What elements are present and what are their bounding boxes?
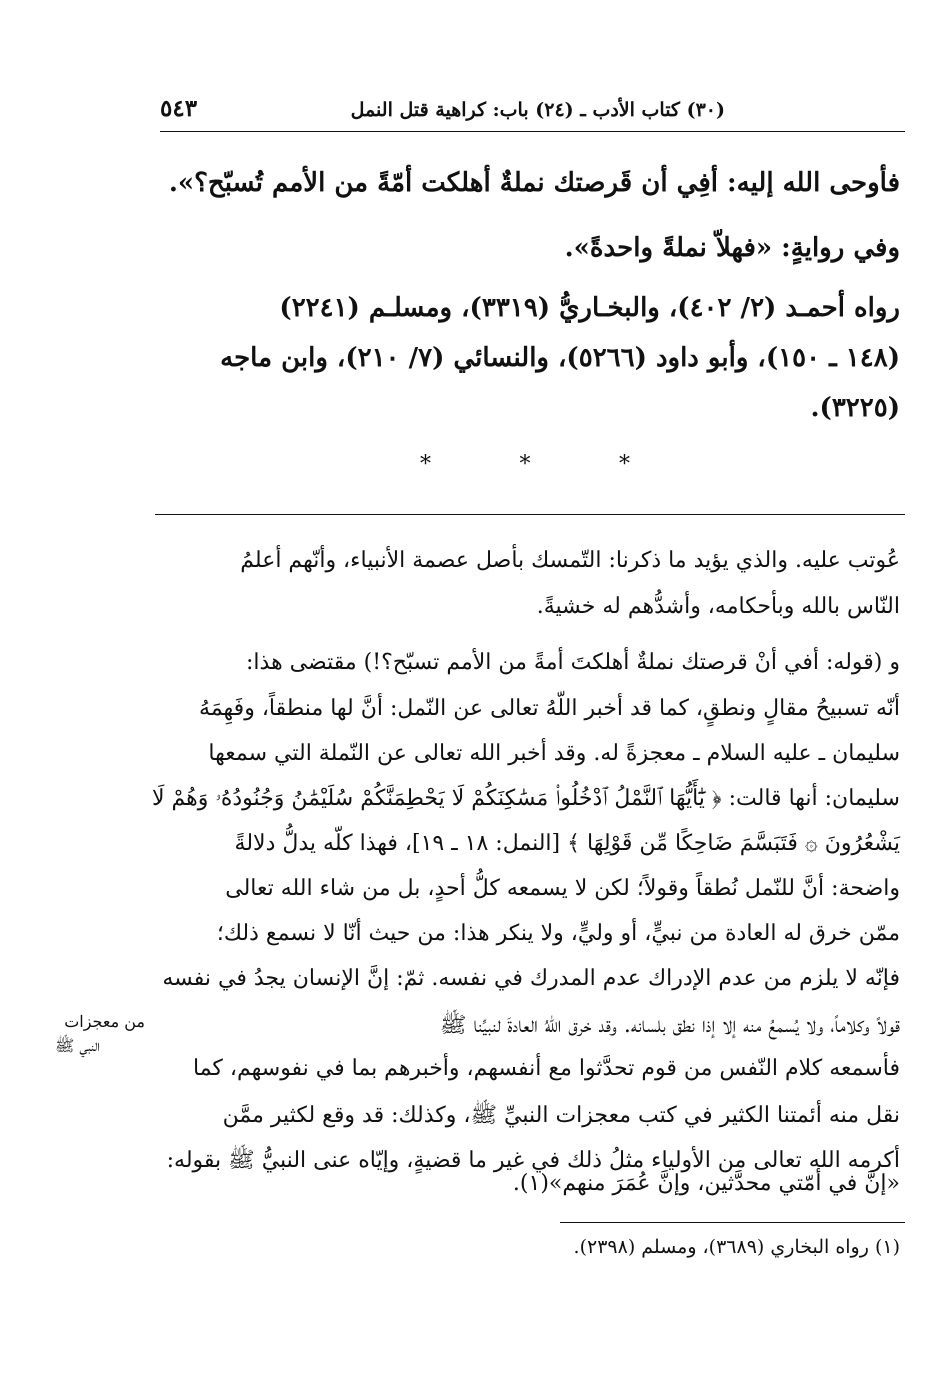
header-title: (٣٠) كتاب الأدب ـ (٢٤) باب: كراهية قتل النمل — [350, 99, 725, 121]
commentary-line: و (قوله: أفي أنْ قرصتك نملةٌ أهلكتَ أمةً من الأمم تسبّح؟!) مقتضى هذا: — [246, 650, 900, 675]
header-rule — [160, 131, 905, 132]
hadith-line: وفي روايةٍ: «فهلاّ نملةً واحدةً». — [564, 233, 900, 263]
commentary-line: فأسمعه كلام النّفس من قوم تحدَّثوا مع أنفسهم، وأخبرهم بما في نفوسهم، كما — [192, 1056, 900, 1081]
commentary-line: ممّن خرق له العادة من نبيٍّ، أو وليٍّ، ولا ينكر هذا: من حيث أنّا لا نسمع ذلك؛ — [216, 921, 900, 946]
hadith-line: فأوحى الله إليه: أفِي أن قَرصتك نملةٌ أهلكت أمّةً من الأمم تُسبّح؟». — [168, 168, 900, 198]
page-number: ٥٤٣ — [160, 95, 198, 122]
footnote-rule — [560, 1222, 905, 1223]
commentary-line: عُوتب عليه. والذي يؤيد ما ذكرنا: التّمسك بأصل عصمة الأنبياء، وأنّهم أعلمُ — [240, 548, 900, 573]
star-ornament: * — [519, 452, 531, 477]
commentary-line: قولاً وكلاماً، ولا يُسمعُ منه إلا إذا نطق بلسانه. وقد خرق اللّهُ العادةَ لنبيِّنا ﷺ — [439, 1013, 900, 1038]
footnote-line: (١) رواه البخاري (٣٦٨٩)، ومسلم (٢٣٩٨). — [573, 1236, 900, 1258]
commentary-line: سليمان: أنها قالت: ﴿ يَٰٓأَيُّهَا ٱلنَّمْلُ ٱدْخُلُوا۟ مَسَٰكِنَكُمْ لَا يَحْطِمَنَّكُمْ سُلَيْمَٰنُ وَجُنُودُهُۥ وَهُمْ لَا — [151, 786, 900, 811]
citation-line: (١٤٨ ـ ١٥٠)، وأبو داود (٥٢٦٦)، والنسائي (٧/ ٢١٠)، وابن ماجه — [220, 343, 900, 373]
commentary-line: سليمان ـ عليه السلام ـ معجزةً له. وقد أخبر الله تعالى عن النّملة التي سمعها — [208, 741, 900, 766]
commentary-separator — [155, 514, 905, 515]
margin-note: النبي ﷺ — [54, 1036, 100, 1055]
commentary-line: النّاس بالله وبأحكامه، وأشدُّهم له خشيةً. — [536, 594, 900, 619]
star-ornament: * — [420, 452, 431, 477]
citation-line: (٣٢٢٥). — [810, 393, 900, 423]
citation-line: رواه أحمـد (٢/ ٤٠٢)، والبخـاريُّ (٣٣١٩)، ومسلـم (٢٢٤١) — [279, 293, 900, 323]
commentary-line: أنّه تسبيحُ مقالٍ ونطقٍ، كما قد أخبر اللّهُ تعالى عن النّمل: أنَّ لها منطقاً، وفَهِمَهُ — [199, 696, 900, 721]
margin-note: من معجزات — [64, 1012, 145, 1031]
commentary-line: فإنّه لا يلزم من عدم الإدراك عدم المدرك في نفسه. ثمّ: إنَّ الإنسان يجدُ في نفسه — [162, 966, 900, 991]
commentary-line: أكرمه الله تعالى من الأولياء مثلُ ذلك في غير ما قضيةٍ، وإيّاه عنى النبيُّ ﷺ بقوله: — [166, 1148, 900, 1173]
running-header — [160, 95, 905, 131]
star-ornament: * — [619, 452, 630, 477]
commentary-line: «إنَّ في أمّتي محدَّثين، وإنَّ عُمَرَ منهم»(١). — [512, 1171, 900, 1196]
section-divider-stars — [420, 452, 630, 477]
commentary-line: واضحة: أنَّ للنّمل نُطقاً وقولاً؛ لكن لا يسمعه كلُّ أحدٍ، بل من شاء الله تعالى — [225, 876, 900, 901]
commentary-line: نقل منه أئمتنا الكثير في كتب معجزات النبيِّ ﷺ، وكذلك: قد وقع لكثير ممَّن — [222, 1103, 900, 1128]
commentary-line: يَشْعُرُونَ ۞ فَتَبَسَّمَ ضَاحِكًا مِّن قَوْلِهَا ﴾ [النمل: ١٨ ـ ١٩]، فهذا كلّه يدلُّ دلالةً — [234, 831, 900, 856]
